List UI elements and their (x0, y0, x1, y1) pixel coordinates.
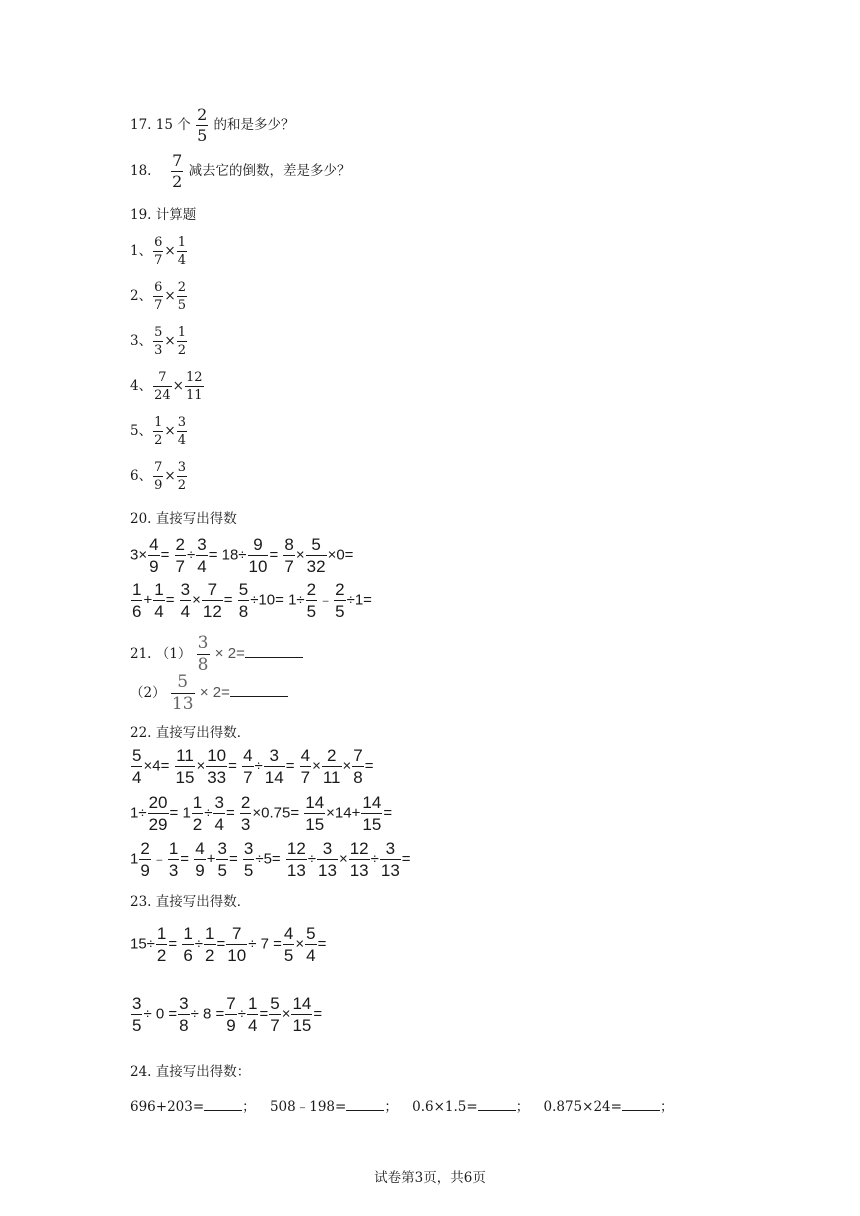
answer-blank[interactable] (346, 1097, 384, 1112)
fraction: $\frac{2}{7}$ (175, 535, 185, 576)
fraction: $\frac{14}{15}$ (305, 793, 325, 834)
fraction: $\frac{20}{29}$ (148, 793, 168, 834)
page-footer: 试卷第3页，共6页 (374, 1170, 486, 1186)
fraction: $\frac{11}{15}$ (175, 746, 195, 787)
fraction: $\frac{3}{5}$ (243, 839, 254, 880)
fraction: $\frac{3}{14}$ (264, 746, 284, 787)
answer-blank[interactable] (245, 644, 303, 659)
fraction: $\frac{3}{8}$ (197, 633, 209, 675)
fraction: $\frac{5}{7}$ (270, 994, 280, 1035)
fraction: $\frac{9}{10}$ (248, 535, 268, 576)
question-number: 21. (130, 646, 152, 662)
calc-item: 6、 $\frac{7}{9}$ × $\frac{3}{2}$ (130, 460, 186, 493)
question-title: 直接写出得数： (155, 1064, 251, 1080)
question-number: 23. (130, 894, 152, 910)
fraction: $\frac{1}{4}$ (247, 994, 258, 1035)
fraction: $\frac{1}{3}$ (168, 839, 179, 880)
fraction: $\frac{7}{9}$ (154, 460, 163, 493)
fraction: $\frac{4}{7}$ (300, 746, 311, 787)
fraction: $\frac{3}{2}$ (177, 460, 186, 493)
fraction: $\frac{6}{7}$ (154, 235, 163, 268)
fraction: $\frac{3}{5}$ (217, 839, 227, 880)
question-23-row-2: $\frac{3}{5}$ ÷ 0 = $\frac{3}{8}$ ÷ 8 = $\frac{7}{9}$ ÷ $\frac{1}{4}$ = $\frac{5}{7}$ × $\frac{14}{15}$ = (132, 994, 323, 1035)
fraction: $\frac{3}{5}$ (132, 994, 142, 1035)
question-23-row-1: 15÷ $\frac{1}{2}$ = $\frac{1}{6}$ ÷ $\frac{1}{2}$ = $\frac{7}{10}$ ÷ 7 = $\frac{4}{5}$ × $\frac{5}{4}$ = (130, 924, 327, 965)
question-number: 17. (130, 117, 152, 133)
fraction: $\frac{2}{9}$ (140, 839, 150, 880)
question-22-row-2: 1÷ $\frac{20}{29}$ = 1 $\frac{1}{2}$ ÷ $\frac{3}{4}$ = $\frac{2}{3}$ ×0.75= $\frac{14}{15}$ ×14+ $\frac{14}{15}$ = (130, 793, 393, 834)
fraction: $\frac{3}{13}$ (380, 839, 400, 880)
question-number: 19. (130, 207, 152, 223)
fraction: $\frac{5}{32}$ (306, 535, 326, 576)
question-text: 减去它的倒数，差是多少？ (188, 163, 351, 179)
fraction: $\frac{1}{2}$ (177, 325, 186, 358)
question-title: 计算题 (155, 207, 197, 223)
fraction: $\frac{2}{5}$ (306, 580, 317, 621)
question-number: 24. (130, 1064, 152, 1080)
question-20-row-2: $\frac{1}{6}$ + $\frac{1}{4}$ = $\frac{3}{4}$ × $\frac{7}{12}$ = $\frac{5}{8}$ ÷10= 1÷ $\frac{2}{5}$ ﹣ $\frac{2}{5}$ ÷1= (132, 580, 372, 621)
question-title: 直接写出得数 (155, 511, 237, 527)
fraction: $\frac{7}{9}$ (226, 994, 236, 1035)
question-18 (130, 153, 351, 190)
fraction: $\frac{5}{8}$ (238, 580, 249, 621)
fraction: $\frac{7}{12}$ (202, 580, 222, 621)
calc-item: 4、 $\frac{7}{24}$ × $\frac{12}{11}$ (130, 370, 203, 403)
fraction: $\frac{1}{4}$ (154, 580, 164, 621)
fraction: $\frac{4}{9}$ (149, 535, 159, 576)
question-text: 15 个 (155, 117, 191, 133)
question-21-part-2: （2） $\frac{5}{13}$ × 2= (130, 674, 288, 713)
fraction: $\frac{1}{2}$ (192, 793, 203, 834)
fraction: $\frac{14}{15}$ (292, 994, 312, 1035)
question-22-heading (130, 721, 250, 741)
fraction: $\frac{1}{6}$ (183, 924, 193, 965)
question-number: 18. (130, 163, 152, 179)
fraction: $\frac{7}{24}$ (154, 370, 171, 403)
fraction: $\frac{1}{2}$ (205, 924, 215, 965)
question-number: 22. (130, 725, 152, 741)
fraction: $\frac{3}{4}$ (214, 793, 224, 834)
calc-item: 5、 $\frac{1}{2}$ × $\frac{3}{4}$ (130, 415, 186, 448)
fraction: $\frac{2}{3}$ (240, 793, 251, 834)
fraction: $\frac{7}{8}$ (353, 746, 363, 787)
fraction: $\frac{12}{13}$ (349, 839, 369, 880)
answer-blank[interactable] (478, 1097, 516, 1112)
fraction: $\frac{7}{10}$ (227, 924, 247, 965)
question-21-part-1: 21. （1） $\frac{3}{8}$ × 2= (130, 635, 303, 674)
fraction: $\frac{4}{5}$ (283, 924, 294, 965)
question-title: 直接写出得数． (155, 725, 251, 741)
question-17 (130, 107, 295, 144)
fraction: $\frac{14}{15}$ (362, 793, 382, 834)
question-title: 直接写出得数． (155, 894, 251, 910)
fraction: $\frac{4}{9}$ (195, 839, 205, 880)
fraction: $\frac{2}{5}$ (177, 280, 186, 313)
calc-item: 2、 $\frac{6}{7}$ × $\frac{2}{5}$ (130, 280, 186, 313)
answer-blank[interactable] (622, 1097, 660, 1112)
question-23-heading (130, 890, 250, 910)
fraction: $\frac{10}{33}$ (207, 746, 227, 787)
calc-item: 3、 $\frac{5}{3}$ × $\frac{1}{2}$ (130, 325, 186, 358)
fraction: $\frac{8}{7}$ (284, 535, 294, 576)
question-number: 20. (130, 511, 152, 527)
question-20-heading (130, 507, 237, 527)
fraction: $\frac{1}{2}$ (154, 415, 163, 448)
fraction: $\frac{1}{2}$ (156, 924, 167, 965)
question-22-row-1: $\frac{5}{4}$ ×4= $\frac{11}{15}$ × $\frac{10}{33}$ = $\frac{4}{7}$ ÷ $\frac{3}{14}$ = $\frac{4}{7}$ × $\frac{2}{11}$ × $\frac{7}{8}$ = (132, 746, 374, 787)
fraction: $\frac{5}{4}$ (306, 924, 316, 965)
question-19-heading (130, 203, 196, 223)
fraction: $\frac{3}{13}$ (318, 839, 337, 880)
fraction: $\frac{5}{13}$ (171, 672, 194, 714)
fraction: $\frac{3}{4}$ (180, 580, 191, 621)
fraction: $\frac{3}{4}$ (197, 535, 207, 576)
fraction: $\frac{4}{7}$ (243, 746, 253, 787)
fraction: $\frac{5}{3}$ (154, 325, 163, 358)
answer-blank[interactable] (204, 1097, 242, 1112)
fraction: $\frac{2}{5}$ (197, 105, 208, 145)
fraction: $\frac{2}{5}$ (335, 580, 345, 621)
question-24-heading (130, 1060, 250, 1080)
fraction: $\frac{5}{4}$ (132, 746, 142, 787)
question-20-row-1: 3× $\frac{4}{9}$ = $\frac{2}{7}$ ÷ $\frac{3}{4}$ = 18÷ $\frac{9}{10}$ = $\frac{8}{7}$ × $\frac{5}{32}$ ×0= (130, 535, 354, 576)
fraction: $\frac{1}{6}$ (132, 580, 142, 621)
answer-blank[interactable] (230, 683, 288, 698)
question-text: 的和是多少？ (213, 117, 295, 133)
question-22-row-3: 1 $\frac{2}{9}$ ﹣ $\frac{1}{3}$ = $\frac{4}{9}$ + $\frac{3}{5}$ = $\frac{3}{5}$ ÷5= $\frac{12}{13}$ ÷ $\frac{3}{13}$ × $\frac{12}{13}$ ÷ $\frac{3}{13}$ = (130, 839, 411, 880)
fraction: $\frac{12}{11}$ (185, 370, 203, 403)
question-24-row: 696+203= ； 508﹣198= ； 0.6×1.5= ； 0.875×24= ； (130, 1095, 673, 1115)
fraction: $\frac{12}{13}$ (286, 839, 306, 880)
calc-item: 1、 $\frac{6}{7}$ × $\frac{1}{4}$ (130, 235, 186, 268)
fraction: $\frac{7}{2}$ (172, 151, 183, 191)
fraction: $\frac{3}{4}$ (177, 415, 186, 448)
fraction: $\frac{3}{8}$ (179, 994, 189, 1035)
fraction: $\frac{2}{11}$ (322, 746, 341, 787)
fraction: $\frac{6}{7}$ (154, 280, 163, 313)
fraction: $\frac{1}{4}$ (177, 235, 186, 268)
